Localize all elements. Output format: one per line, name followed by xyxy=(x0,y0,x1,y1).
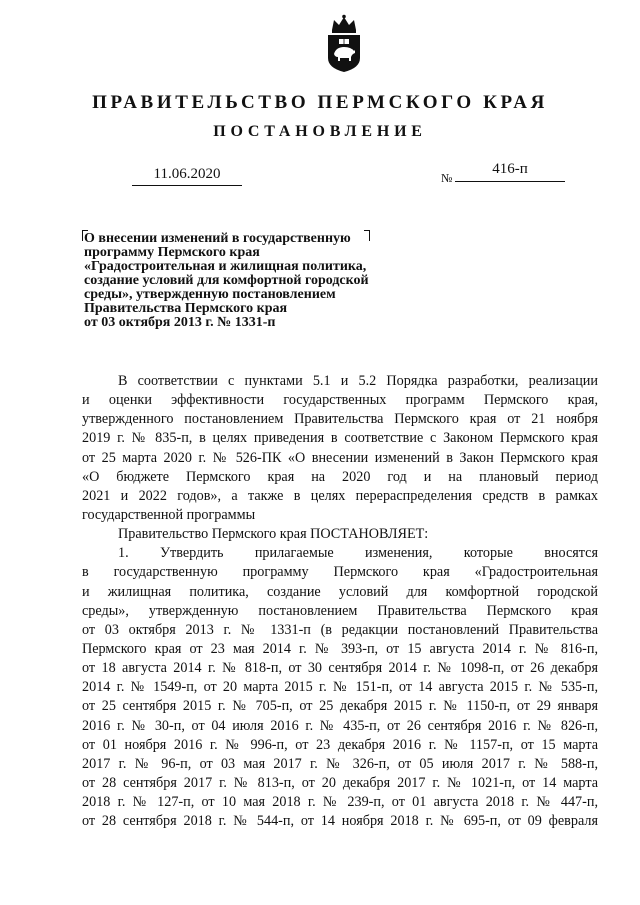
coat-of-arms-icon xyxy=(324,14,364,74)
resolution-line: Правительство Пермского края ПОСТАНОВЛЯЕТ: xyxy=(118,526,429,543)
body-line: В соответствии с пунктами 5.1 и 5.2 Порядка разработки, реализации xyxy=(118,373,598,389)
body-line: от 18 августа 2014 г. № 818-п, от 30 сентября 2014 г. № 1098-п, от 26 декабря xyxy=(82,660,598,677)
body-line: и оценки эффективности государственных программ Пермского края, xyxy=(82,392,598,409)
body-line: в государственную программу Пермского края «Градостроительная xyxy=(82,564,598,581)
body-line: от 01 ноября 2016 г. № 996-п, от 23 декабря 2016 г. № 1157-п, от 15 марта xyxy=(82,736,598,753)
body-line: от 25 сентября 2015 г. № 705-п, от 25 декабря 2015 г. № 1150-п, от 29 января xyxy=(82,698,598,715)
body-line: от 28 сентября 2018 г. № 544-п, от 14 ноября 2018 г. № 695-п, от 09 февраля xyxy=(82,813,598,830)
document-date: 11.06.2020 xyxy=(153,166,221,182)
body-line: 2017 г. № 96-п, от 03 мая 2017 г. № 326-п, от 05 июля 2017 г. № 588-п, xyxy=(82,755,598,772)
subject-line: программу Пермского края xyxy=(84,245,260,260)
document-number: 416-п xyxy=(492,161,528,177)
body-line: 2014 г. № 1549-п, от 20 марта 2015 г. № 151-п, от 14 августа 2015 г. № 535-п, xyxy=(82,679,598,696)
subject-line: Правительства Пермского края xyxy=(84,301,288,316)
number-underline xyxy=(455,181,565,182)
subject-line: среды», утвержденную постановлением xyxy=(84,287,336,302)
body-line: Пермского края от 23 мая 2014 г. № 393-п, от 15 августа 2014 г. № 816-п, xyxy=(82,640,598,657)
body-line: и жилищная политика, создание условий для комфортной городской xyxy=(82,583,598,600)
date-underline xyxy=(132,185,242,186)
document-subject xyxy=(84,232,424,330)
document-type: ПОСТАНОВЛЕНИЕ xyxy=(213,123,427,140)
body-line: государственной программы xyxy=(82,506,256,523)
subject-line: О внесении изменений в государственную xyxy=(84,231,351,246)
subject-line: создание условий для комфортной городской xyxy=(84,273,369,288)
body-line: от 03 октября 2013 г. № 1331-п (в редакции постановлений Правительства xyxy=(82,621,598,638)
body-line: 2021 и 2022 годов», а также в целях перераспределения средств в рамках xyxy=(82,487,598,504)
government-title: ПРАВИТЕЛЬСТВО ПЕРМСКОГО КРАЯ xyxy=(92,92,548,113)
body-line: 2018 г. № 127-п, от 10 мая 2018 г. № 239-п, от 01 августа 2018 г. № 447-п, xyxy=(82,794,598,811)
number-label: № xyxy=(441,171,453,185)
body-line: от 28 сентября 2017 г. № 813-п, от 20 декабря 2017 г. № 1021-п, от 14 марта xyxy=(82,774,598,791)
body-line: утвержденного постановлением Правительства Пермского края от 21 ноября xyxy=(82,411,598,428)
body-line: 1. Утвердить прилагаемые изменения, которые вносятся xyxy=(118,545,598,562)
subject-line: «Градостроительная и жилищная политика, xyxy=(84,259,367,274)
body-line: «О бюджете Пермского края на 2020 год и на плановый период xyxy=(82,468,598,485)
body-line: 2019 г. № 835-п, в целях приведения в соответствие с Законом Пермского края xyxy=(82,430,598,447)
subject-line: от 03 октября 2013 г. № 1331-п xyxy=(84,315,276,330)
body-line: от 25 марта 2020 г. № 526-ПК «О внесении изменений в Закон Пермского края xyxy=(82,449,598,466)
body-line: среды», утвержденную постановлением Правительства Пермского края xyxy=(82,602,598,619)
body-line: 2016 г. № 30-п, от 04 июля 2016 г. № 435-п, от 26 сентября 2016 г. № 826-п, xyxy=(82,717,598,734)
document-body xyxy=(82,372,598,831)
